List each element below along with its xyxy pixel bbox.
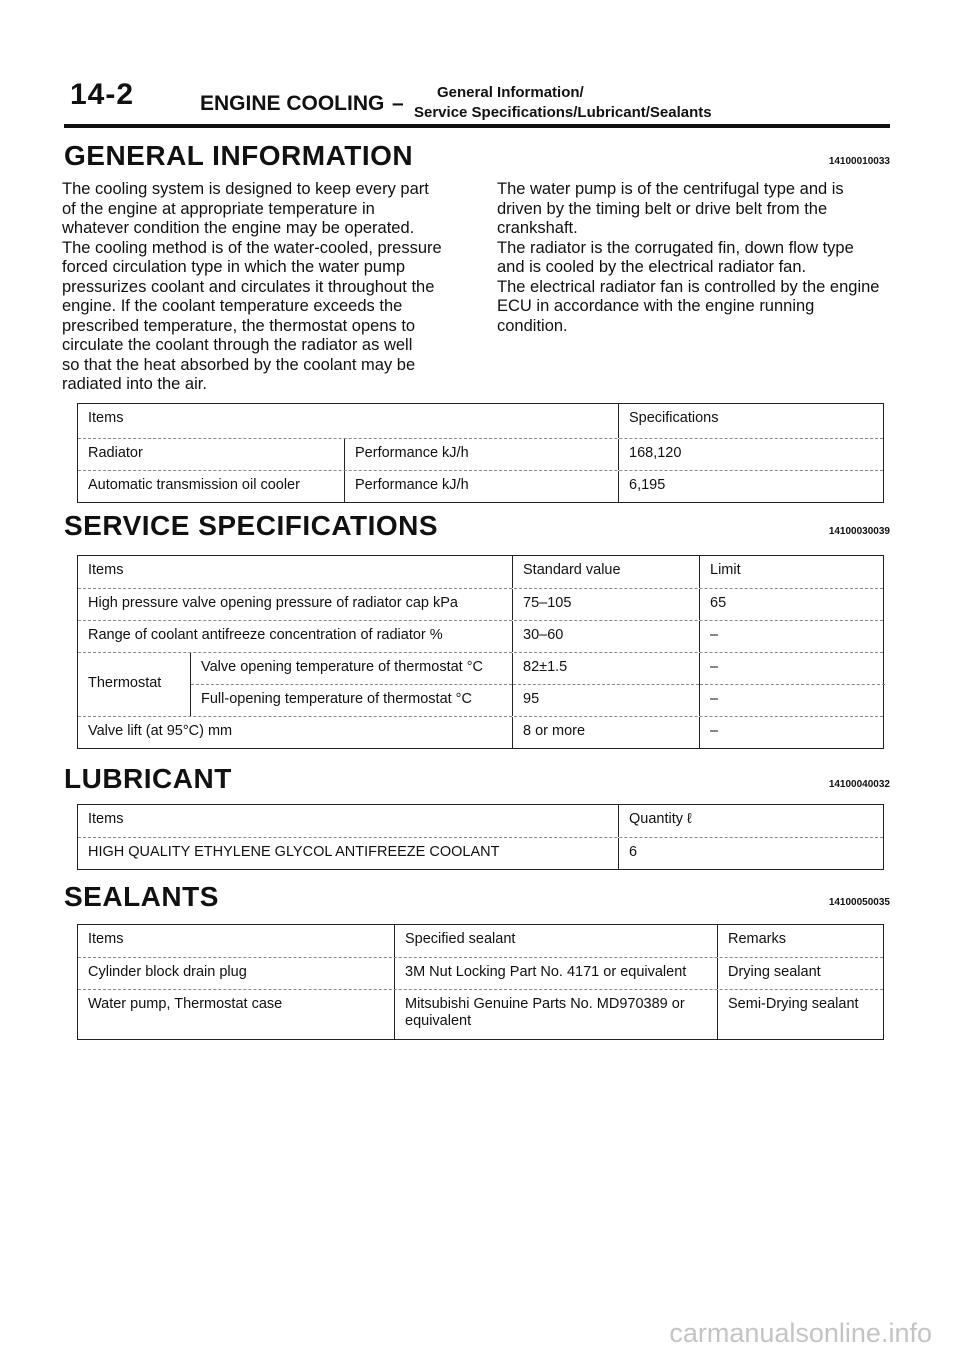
header-cell-specified-sealant: Specified sealant xyxy=(394,925,717,957)
header-dash: – xyxy=(392,92,404,115)
table-cell: 75–105 xyxy=(512,589,699,620)
table-cell: 8 or more xyxy=(512,717,699,748)
thermostat-group xyxy=(78,652,883,716)
header-cell-limit: Limit xyxy=(699,556,885,588)
header-section-title: ENGINE COOLING xyxy=(200,92,385,115)
table-row xyxy=(78,620,883,652)
table-row xyxy=(78,470,883,502)
table-row xyxy=(78,989,883,1039)
table-cell: – xyxy=(699,717,885,748)
text-line: driven by the timing belt or drive belt from the xyxy=(497,199,828,218)
table-cell: Water pump, Thermostat case xyxy=(88,996,283,1012)
table-cell: Performance kJ/h xyxy=(344,439,618,470)
header-cell-items: Items xyxy=(88,562,124,578)
text-line: so that the heat absorbed by the coolant may be xyxy=(62,355,416,374)
table-row xyxy=(78,957,883,989)
text-line: ECU in accordance with the engine running xyxy=(497,297,815,315)
header-subtitle-line2: Service Specifications/Lubricant/Sealants xyxy=(414,104,712,121)
text-line: and is cooled by the electrical radiator fan. xyxy=(497,258,807,276)
table-cell: 95 xyxy=(523,691,540,707)
general-info-table xyxy=(77,403,884,503)
header-cell-standard-value: Standard value xyxy=(512,556,699,588)
text-line: forced circulation type in which the water pump xyxy=(62,258,406,276)
text-line: circulate the coolant through the radiator as well xyxy=(62,336,413,354)
text-line: The cooling method is of the water-cooled, pressure xyxy=(62,238,442,257)
thermostat-subitems xyxy=(190,653,512,716)
header-cell-items: Items xyxy=(88,410,124,426)
table-cell: 3M Nut Locking Part No. 4171 or equivalent xyxy=(394,958,717,989)
text-line: engine. If the coolant temperature exceeds the xyxy=(62,297,403,315)
text-line: pressurizes coolant and circulates it throughout the xyxy=(62,277,435,296)
sealants-table xyxy=(77,924,884,1040)
table-cell: – xyxy=(700,653,885,685)
header-subtitle-line1: General Information/ xyxy=(437,84,584,101)
text-line: The radiator is the corrugated fin, down flow type xyxy=(497,238,854,257)
text-line: The electrical radiator fan is controlled by the engine xyxy=(497,277,880,296)
table-cell: 30–60 xyxy=(512,621,699,652)
thermostat-label: Thermostat xyxy=(88,675,162,691)
service-specs-code: 14100030039 xyxy=(828,526,890,537)
header-cell-quantity: Quantity ℓ xyxy=(618,805,885,837)
sealants-code: 14100050035 xyxy=(828,897,890,908)
table-cell: 6,195 xyxy=(618,471,885,502)
text-line: prescribed temperature, the thermostat opens to xyxy=(62,316,416,335)
table-cell: 168,120 xyxy=(618,439,885,470)
general-info-column-right xyxy=(497,180,885,336)
thermostat-values xyxy=(512,653,699,716)
text-line: crankshaft. xyxy=(497,219,578,237)
table-cell: Range of coolant antifreeze concentration of radiator % xyxy=(88,627,443,643)
footer-watermark: carmanualsonline.info xyxy=(669,1318,932,1348)
header-cell-remarks: Remarks xyxy=(717,925,885,957)
table-cell: Semi-Drying sealant xyxy=(717,990,885,1039)
text-line: The cooling system is designed to keep every part xyxy=(62,180,429,198)
general-info-heading: GENERAL INFORMATION xyxy=(64,140,414,171)
table-row xyxy=(78,588,883,620)
table-cell: Drying sealant xyxy=(717,958,885,989)
sealants-heading: SEALANTS xyxy=(64,881,219,912)
page-number: 14-2 xyxy=(70,78,135,111)
text-line: radiated into the air. xyxy=(62,375,207,393)
table-cell: Full-opening temperature of thermostat °C xyxy=(201,691,472,707)
service-specs-table xyxy=(77,555,884,749)
header-cell-items: Items xyxy=(88,931,124,947)
table-cell: 65 xyxy=(699,589,885,620)
table-cell: Radiator xyxy=(88,445,143,461)
general-info-column-left xyxy=(62,180,462,395)
table-cell: Cylinder block drain plug xyxy=(88,964,247,980)
header-cell-specifications: Specifications xyxy=(618,404,885,438)
table-cell: – xyxy=(699,621,885,652)
table-cell: High pressure valve opening pressure of radiator cap kPa xyxy=(88,595,458,611)
table-cell: Valve opening temperature of thermostat °C xyxy=(191,653,512,685)
thermostat-limits xyxy=(699,653,885,716)
table-cell: 82±1.5 xyxy=(513,653,699,685)
text-line: The water pump is of the centrifugal type and is xyxy=(497,180,844,198)
header-rule xyxy=(64,124,890,128)
table-cell: HIGH QUALITY ETHYLENE GLYCOL ANTIFREEZE COOLANT xyxy=(88,844,500,860)
table-cell: Valve lift (at 95°C) mm xyxy=(88,723,233,739)
table-cell: 6 xyxy=(618,838,885,869)
service-specs-heading: SERVICE SPECIFICATIONS xyxy=(64,510,439,541)
text-line: whatever condition the engine may be operated. xyxy=(62,219,415,237)
table-row xyxy=(78,716,883,748)
general-info-code: 14100010033 xyxy=(828,156,890,167)
lubricant-code: 14100040032 xyxy=(828,779,890,790)
table-row xyxy=(78,438,883,470)
text-line: condition. xyxy=(497,316,568,335)
table-header-row xyxy=(78,556,883,588)
header-cell-items: Items xyxy=(88,811,124,827)
table-header-row xyxy=(78,805,883,837)
lubricant-heading: LUBRICANT xyxy=(64,763,232,794)
lubricant-table xyxy=(77,804,884,870)
table-cell: Performance kJ/h xyxy=(344,471,618,502)
table-header-row xyxy=(78,925,883,957)
table-cell: – xyxy=(710,691,719,707)
text-line: of the engine at appropriate temperature in xyxy=(62,199,375,218)
table-cell: Automatic transmission oil cooler xyxy=(88,477,300,493)
table-cell: Mitsubishi Genuine Parts No. MD970389 or equivalent xyxy=(394,990,717,1039)
table-header-row xyxy=(78,404,883,438)
table-row xyxy=(78,837,883,869)
